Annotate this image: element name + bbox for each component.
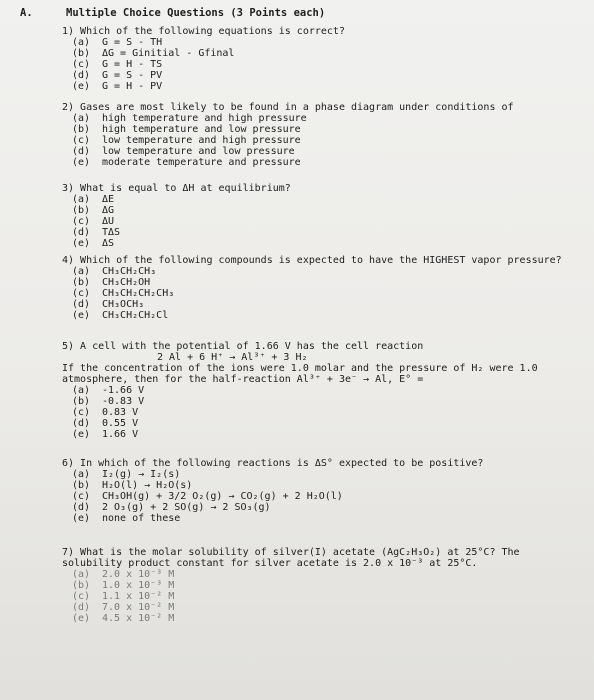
option-a: (a) CH₃CH₂CH₃ [72, 266, 157, 277]
option-e: (e) moderate temperature and pressure [72, 157, 301, 168]
cell-reaction: 2 Al + 6 H⁺ → Al³⁺ + 3 H₂ [157, 352, 308, 363]
question-stem: 2) Gases are most likely to be found in a phase diagram under conditions of [62, 102, 514, 113]
option-a: (a) I₂(g) → I₂(s) [72, 469, 181, 480]
question-4 [62, 255, 562, 321]
option-d: (d) G = S - PV [72, 70, 163, 81]
question-stem: 5) A cell with the potential of 1.66 V has the cell reaction [62, 341, 424, 352]
section-letter: A. [20, 7, 33, 19]
option-d: (d) 7.0 x 10⁻² M [72, 602, 175, 613]
option-b: (b) high temperature and low pressure [72, 124, 301, 135]
option-c: (c) 0.83 V [72, 407, 139, 418]
option-d: (d) TΔS [72, 227, 121, 238]
option-a: (a) high temperature and high pressure [72, 113, 307, 124]
option-e: (e) 1.66 V [72, 429, 139, 440]
option-c: (c) CH₃CH₂CH₂CH₃ [72, 288, 175, 299]
option-c: (c) ΔU [72, 216, 115, 227]
option-b: (b) ΔG [72, 205, 115, 216]
option-a: (a) G = S - TH [72, 37, 163, 48]
question-stem-line: solubility product constant for silver acetate is 2.0 x 10⁻³ at 25°C. [62, 558, 478, 569]
question-7 [62, 547, 520, 624]
question-stem: 6) In which of the following reactions is ΔS° expected to be positive? [62, 458, 484, 469]
question-stem-line: If the concentration of the ions were 1.0 molar and the pressure of H₂ were 1.0 [62, 363, 538, 374]
option-d: (d) CH₃OCH₃ [72, 299, 145, 310]
question-2 [62, 102, 514, 168]
question-1 [62, 26, 345, 92]
option-d: (d) 0.55 V [72, 418, 139, 429]
section-header [20, 7, 325, 19]
option-c: (c) CH₃OH(g) + 3/2 O₂(g) → CO₂(g) + 2 H₂O(l) [72, 491, 343, 502]
question-6 [62, 458, 483, 524]
option-e: (e) G = H - PV [72, 81, 163, 92]
option-a: (a) ΔE [72, 194, 115, 205]
option-a: (a) -1.66 V [72, 385, 145, 396]
question-stem: 7) What is the molar solubility of silver(I) acetate (AgC₂H₃O₂) at 25°C? The [62, 547, 520, 558]
option-b: (b) -0.83 V [72, 396, 145, 407]
option-e: (e) CH₃CH₂CH₂Cl [72, 310, 169, 321]
question-stem: 1) Which of the following equations is correct? [62, 26, 345, 37]
question-stem: 4) Which of the following compounds is expected to have the HIGHEST vapor pressure? [62, 255, 562, 266]
option-b: (b) H₂O(l) → H₂O(s) [72, 480, 193, 491]
section-title: Multiple Choice Questions (3 Points each) [66, 7, 326, 19]
option-e: (e) ΔS [72, 238, 115, 249]
question-stem: 3) What is equal to ΔH at equilibrium? [62, 183, 291, 194]
option-c: (c) G = H - TS [72, 59, 163, 70]
question-5 [62, 341, 538, 440]
option-d: (d) 2 O₃(g) + 2 SO(g) → 2 SO₃(g) [72, 502, 271, 513]
option-b: (b) CH₃CH₂OH [72, 277, 151, 288]
option-c: (c) low temperature and high pressure [72, 135, 301, 146]
option-a: (a) 2.0 x 10⁻³ M [72, 569, 175, 580]
option-e: (e) none of these [72, 513, 181, 524]
question-stem-line: atmosphere, then for the half-reaction Al³⁺ + 3e⁻ → Al, E° = [62, 374, 424, 385]
option-b: (b) ΔG = Ginitial - Gfinal [72, 48, 235, 59]
option-b: (b) 1.0 x 10⁻³ M [72, 580, 175, 591]
question-3 [62, 183, 291, 249]
option-e: (e) 4.5 x 10⁻² M [72, 613, 175, 624]
option-c: (c) 1.1 x 10⁻² M [72, 591, 175, 602]
option-d: (d) low temperature and low pressure [72, 146, 295, 157]
